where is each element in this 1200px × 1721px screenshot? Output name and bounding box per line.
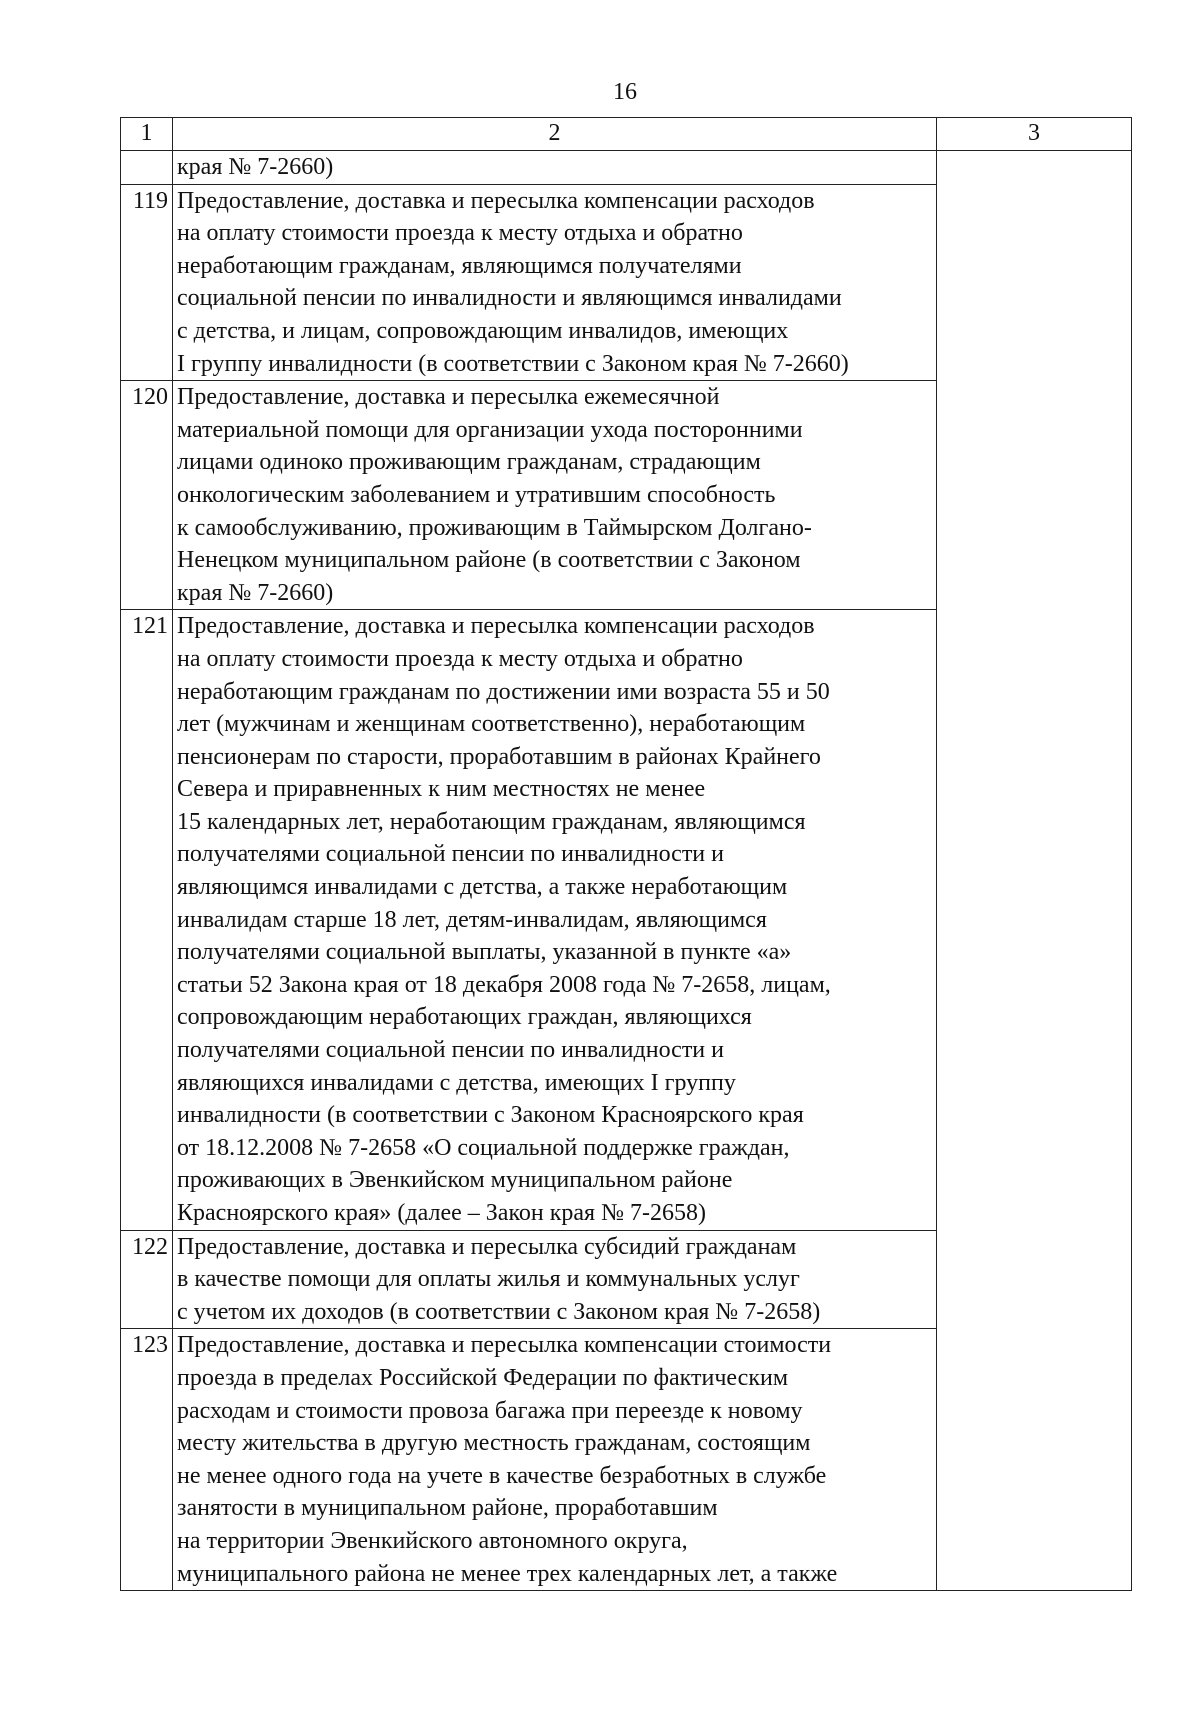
description-line: онкологическим заболеванием и утратившим способность [177,481,776,508]
row-number: 122 [121,1230,173,1329]
description-line: Ненецком муниципальном районе (в соответствии с Законом [177,547,801,574]
description-line: с учетом их доходов (в соответствии с Законом края № 7-2658) [177,1298,821,1325]
row-description [173,381,937,610]
column-3-cell [937,151,1132,1591]
description-line: статьи 52 Закона края от 18 декабря 2008 года № 7-2658, лицам, [177,971,831,998]
description-line: инвалидам старше 18 лет, детям-инвалидам, являющимся [177,906,767,933]
row-number: 123 [121,1329,173,1591]
description-line: I группу инвалидности (в соответствии с Законом края № 7-2660) [177,350,849,377]
description-line: неработающим гражданам по достижении ими возраста 55 и 50 [177,678,830,705]
row-description [173,151,937,185]
description-line: лицами одиноко проживающим гражданам, страдающим [177,449,761,476]
description-line: получателями социальной выплаты, указанной в пункте «а» [177,939,792,966]
row-description [173,610,937,1230]
table-row [121,151,1132,185]
description-line: Предоставление, доставка и пересылка компенсации расходов [177,187,815,214]
description-line: муниципального района не менее трех календарных лет, а также [177,1560,838,1587]
description-line: к самообслуживанию, проживающим в Таймырском Долгано- [177,514,812,541]
description-line: Предоставление, доставка и пересылка ежемесячной [177,384,720,411]
description-line: занятости в муниципальном районе, проработавшим [177,1495,718,1522]
description-line: края № 7-2660) [177,154,334,180]
description-line: получателями социальной пенсии по инвалидности и [177,841,724,868]
description-line: не менее одного года на учете в качестве безработных в службе [177,1462,827,1489]
row-description [173,1329,937,1591]
row-number: 119 [121,184,173,381]
description-line: лет (мужчинам и женщинам соответственно), неработающим [177,711,806,738]
description-line: месту жительства в другую местность гражданам, состоящим [177,1430,811,1457]
description-line: социальной пенсии по инвалидности и являющимся инвалидами [177,285,842,312]
column-header-2: 2 [173,118,937,151]
description-line: 15 календарных лет, неработающим гражданам, являющимся [177,808,806,835]
description-line: инвалидности (в соответствии с Законом Красноярского края [177,1102,804,1129]
row-description [173,184,937,381]
table-body [121,151,1132,1591]
row-description [173,1230,937,1329]
description-line: на оплату стоимости проезда к месту отдыха и обратно [177,220,743,247]
column-header-1: 1 [121,118,173,151]
description-line: сопровождающим неработающих граждан, являющихся [177,1004,752,1031]
description-line: проживающих в Эвенкийском муниципальном районе [177,1167,733,1194]
description-line: пенсионерам по старости, проработавшим в районах Крайнего [177,743,821,770]
document-table [120,117,1132,1591]
description-line: материальной помощи для организации ухода посторонними [177,416,803,443]
description-line: неработающим гражданам, являющимся получателями [177,252,742,279]
page-number: 16 [613,79,637,105]
description-line: в качестве помощи для оплаты жилья и коммунальных услуг [177,1266,800,1293]
description-line: Севера и приравненных к ним местностях не менее [177,776,706,803]
description-line: края № 7-2660) [177,579,334,606]
description-line: являющимся инвалидами с детства, а также неработающим [177,874,788,901]
description-line: на оплату стоимости проезда к месту отдыха и обратно [177,645,743,672]
description-line: получателями социальной пенсии по инвалидности и [177,1037,724,1064]
description-line: Предоставление, доставка и пересылка субсидий гражданам [177,1233,797,1260]
description-line: Предоставление, доставка и пересылка компенсации стоимости [177,1332,832,1359]
description-line: являющихся инвалидами с детства, имеющих I группу [177,1069,736,1096]
row-number [121,151,173,185]
row-number: 121 [121,610,173,1230]
description-line: Предоставление, доставка и пересылка компенсации расходов [177,613,815,640]
description-line: расходам и стоимости провоза багажа при переезде к новому [177,1397,803,1424]
description-line: с детства, и лицам, сопровождающим инвалидов, имеющих [177,317,789,344]
description-line: от 18.12.2008 № 7-2658 «О социальной поддержке граждан, [177,1134,790,1161]
column-header-3: 3 [937,118,1132,151]
table-header-row [121,118,1132,151]
description-line: Красноярского края» (далее – Закон края № 7-2658) [177,1200,706,1226]
description-line: проезда в пределах Российской Федерации по фактическим [177,1364,789,1391]
row-number: 120 [121,381,173,610]
description-line: на территории Эвенкийского автономного округа, [177,1527,688,1554]
